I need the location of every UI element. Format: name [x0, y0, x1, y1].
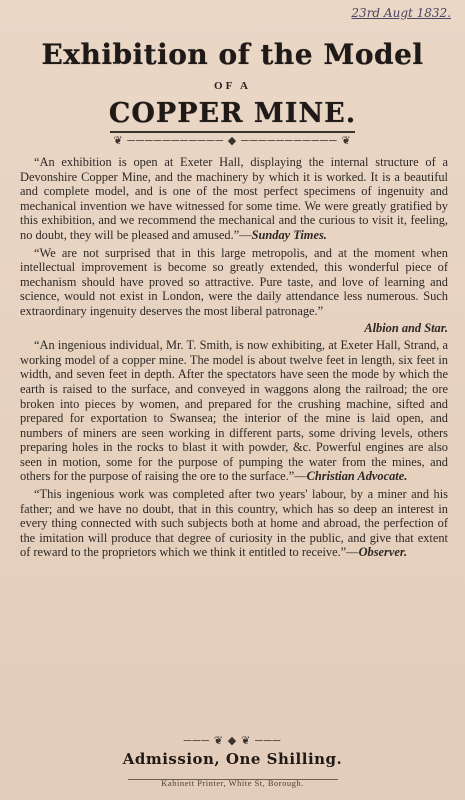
- testimonial-text: “An ingenious individual, Mr. T. Smith, is now exhibiting, at Exeter Hall, Strand, a working model of a copper mine. The model is about twelve feet in length, six feet in width, and seven feet in depth. After the spectators have seen the mode by which the earth is raised to the surface, and conveyed in waggons along the railroad; the ore broken into pieces by women, and prepared for the crushing machine, sifted and prepared for exportation to Swansea; the interior of the mine is laid open, and numbers of miners are seen working in different parts, some driving levels, others preparing holes in the rocks to blast it with powder, &c. Powerful engines are also seen in motion, some for the purpose of pumping the water from the mines, and others for the purpose of raising the ore to the surface.”—: [20, 338, 448, 484]
- testimonial-paragraph: [20, 338, 448, 484]
- testimonial-text: “An exhibition is open at Exeter Hall, displaying the internal structure of a Devonshire Copper Mine, and the machinery by which it is worked. It is a beautiful and complete model, and is one of the most perfect specimens of ingenuity and mechanical invention we have witnessed for some time. We were greatly gratified by this exhibition, and we recommend the mechanical and the curious to visit it, feeling, no doubt, they will be pleased and amused.”—: [20, 155, 448, 242]
- printer-imprint: Kabinett Printer, White St, Borough.: [161, 778, 304, 788]
- admission-price: Admission, One Shilling.: [122, 750, 343, 768]
- testimonial-text: “This ingenious work was completed after two years' labour, by a miner and his father; and we have no doubt, that in this country, which has so deep an interest in every thing connected with such subjects both at home and abroad, the perfection of the imitation will produce that degree of curiosity in the public, and give that extent of reward to the proprietors which we think it entitled to receive.”—: [20, 487, 448, 560]
- heading-ornament: ❦ ─────────── ◆ ─────────── ❦: [113, 135, 352, 147]
- testimonial-text: “We are not surprised that in this large metropolis, and at the moment when intellectual improvement is become so greatly extended, this wonderful piece of mechanism should have proved so attractive. Pure taste, and love of learning and science, would not exist in London, were the daily attendance less numerous. Such extraordinary ingenuity deserves the most liberal patronage.”: [20, 245, 448, 318]
- headline-exhibition: Exhibition of the Model: [41, 38, 424, 71]
- testimonial-source: Observer.: [358, 545, 408, 560]
- testimonials: [20, 155, 448, 563]
- testimonial-source: Sunday Times.: [251, 227, 327, 242]
- testimonial-source: Albion and Star.: [364, 320, 448, 335]
- footer-ornament: ─── ❦ ◆ ❦ ───: [183, 735, 282, 747]
- testimonial-paragraph: [20, 155, 448, 243]
- testimonial-paragraph: [20, 246, 448, 319]
- heading-rule: [110, 131, 355, 133]
- testimonial-paragraph: [20, 487, 448, 560]
- headline-copper-mine: COPPER MINE.: [108, 98, 357, 129]
- testimonial-source: Christian Advocate.: [306, 469, 408, 484]
- handwritten-date: 23rd Augt 1832.: [351, 6, 451, 20]
- headline-of-a: OF A: [214, 80, 251, 92]
